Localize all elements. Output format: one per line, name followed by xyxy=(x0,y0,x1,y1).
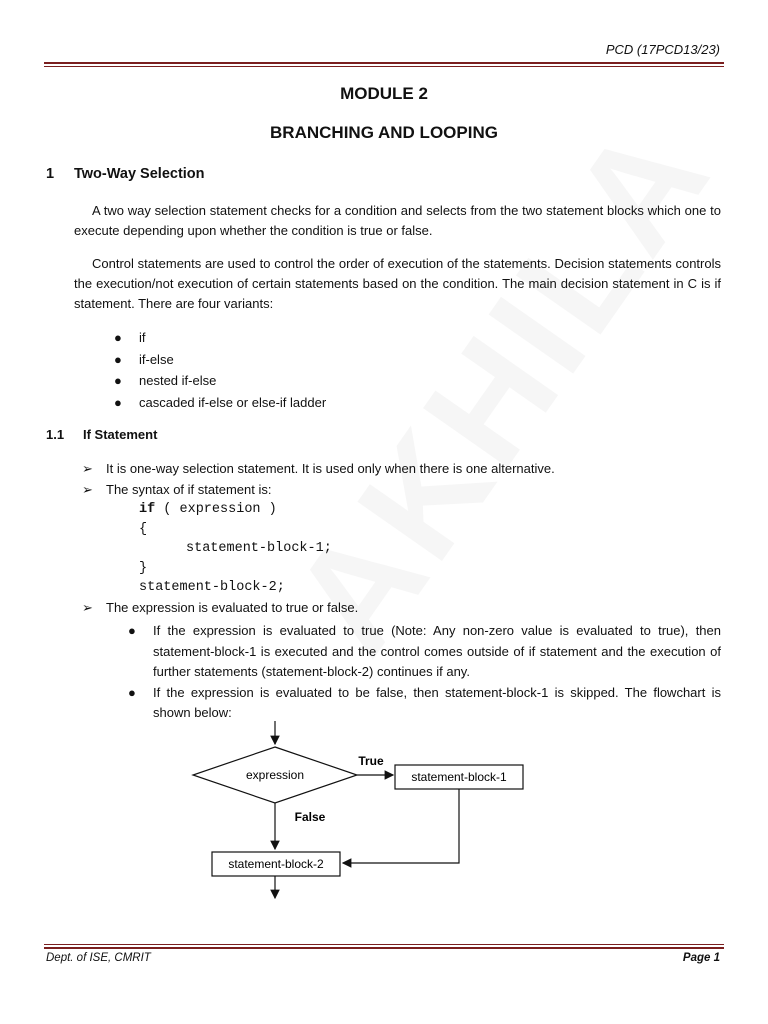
list-item-text: if xyxy=(139,330,146,345)
list-item-text: if-else xyxy=(139,351,174,367)
code-text: { xyxy=(139,521,148,537)
running-header: PCD (17PCD13/23) xyxy=(605,42,720,57)
code-text: statement-block-2; xyxy=(139,580,285,595)
module-topic: BRANCHING AND LOOPING xyxy=(270,123,498,142)
merge-arrow xyxy=(343,789,459,863)
footer-rule-thick xyxy=(44,947,724,949)
bullet-icon: ● xyxy=(114,394,122,410)
code-keyword: if xyxy=(139,502,156,517)
false-label: False xyxy=(294,810,326,824)
list-item-text: nested if-else xyxy=(139,373,217,388)
list-item-text: The expression is evaluated to true or false. xyxy=(106,600,359,615)
list-item-text: The syntax of if statement is: xyxy=(106,482,272,497)
bullet-icon: ● xyxy=(114,330,122,345)
true-label: True xyxy=(358,754,384,768)
arrow-bullet-icon: ➢ xyxy=(82,482,93,497)
subsection-title: If Statement xyxy=(83,427,158,442)
page-number: Page 1 xyxy=(682,952,720,964)
module-title: MODULE 2 xyxy=(340,84,428,103)
section-number: 1 xyxy=(46,166,55,182)
bullet-icon: ● xyxy=(114,373,122,388)
subsection-number: 1.1 xyxy=(46,427,65,442)
section-title: Two-Way Selection xyxy=(74,166,205,182)
paragraph-text: A two way selection statement checks for a condition and selects from the two statement blocks which one to execute depending upon whether the condition is true or false. xyxy=(74,203,721,238)
arrow-bullet-icon: ➢ xyxy=(82,600,93,615)
footer-department: Dept. of ISE, CMRIT xyxy=(46,952,151,964)
code-text: statement-block-1; xyxy=(186,541,332,556)
footer-rule-thin xyxy=(44,944,724,945)
statement-block-2-label: statement-block-2 xyxy=(228,857,324,871)
decision-label: expression xyxy=(245,768,305,782)
bullet-icon: ● xyxy=(128,684,136,700)
bullet-icon: ● xyxy=(128,623,136,638)
list-item-text: cascaded if-else or else-if ladder xyxy=(139,394,327,410)
bullet-icon: ● xyxy=(114,351,122,367)
list-item-text: It is one-way selection statement. It is used only when there is one alternative. xyxy=(106,461,555,476)
list-item-text: If the expression is evaluated to be false, then statement-block-1 is skipped. The flowchart is shown below: xyxy=(153,684,721,720)
paragraph-text: Control statements are used to control the order of execution of the statements. Decision statements controls the execution/not execution of certain statements based on the condition. The main decision statement in C is if statement. There are four variants: xyxy=(74,256,721,311)
code-text: ( expression ) xyxy=(155,502,277,517)
arrow-bullet-icon: ➢ xyxy=(82,461,93,476)
statement-block-1-label: statement-block-1 xyxy=(411,770,507,784)
code-text: } xyxy=(139,560,148,576)
list-item-text: If the expression is evaluated to true (Note: Any non-zero value is evaluated to true), then statement-block-1 is executed and the control comes outside of if statement and the execution of further statements (statement-block-2) continues if any. xyxy=(153,623,721,679)
